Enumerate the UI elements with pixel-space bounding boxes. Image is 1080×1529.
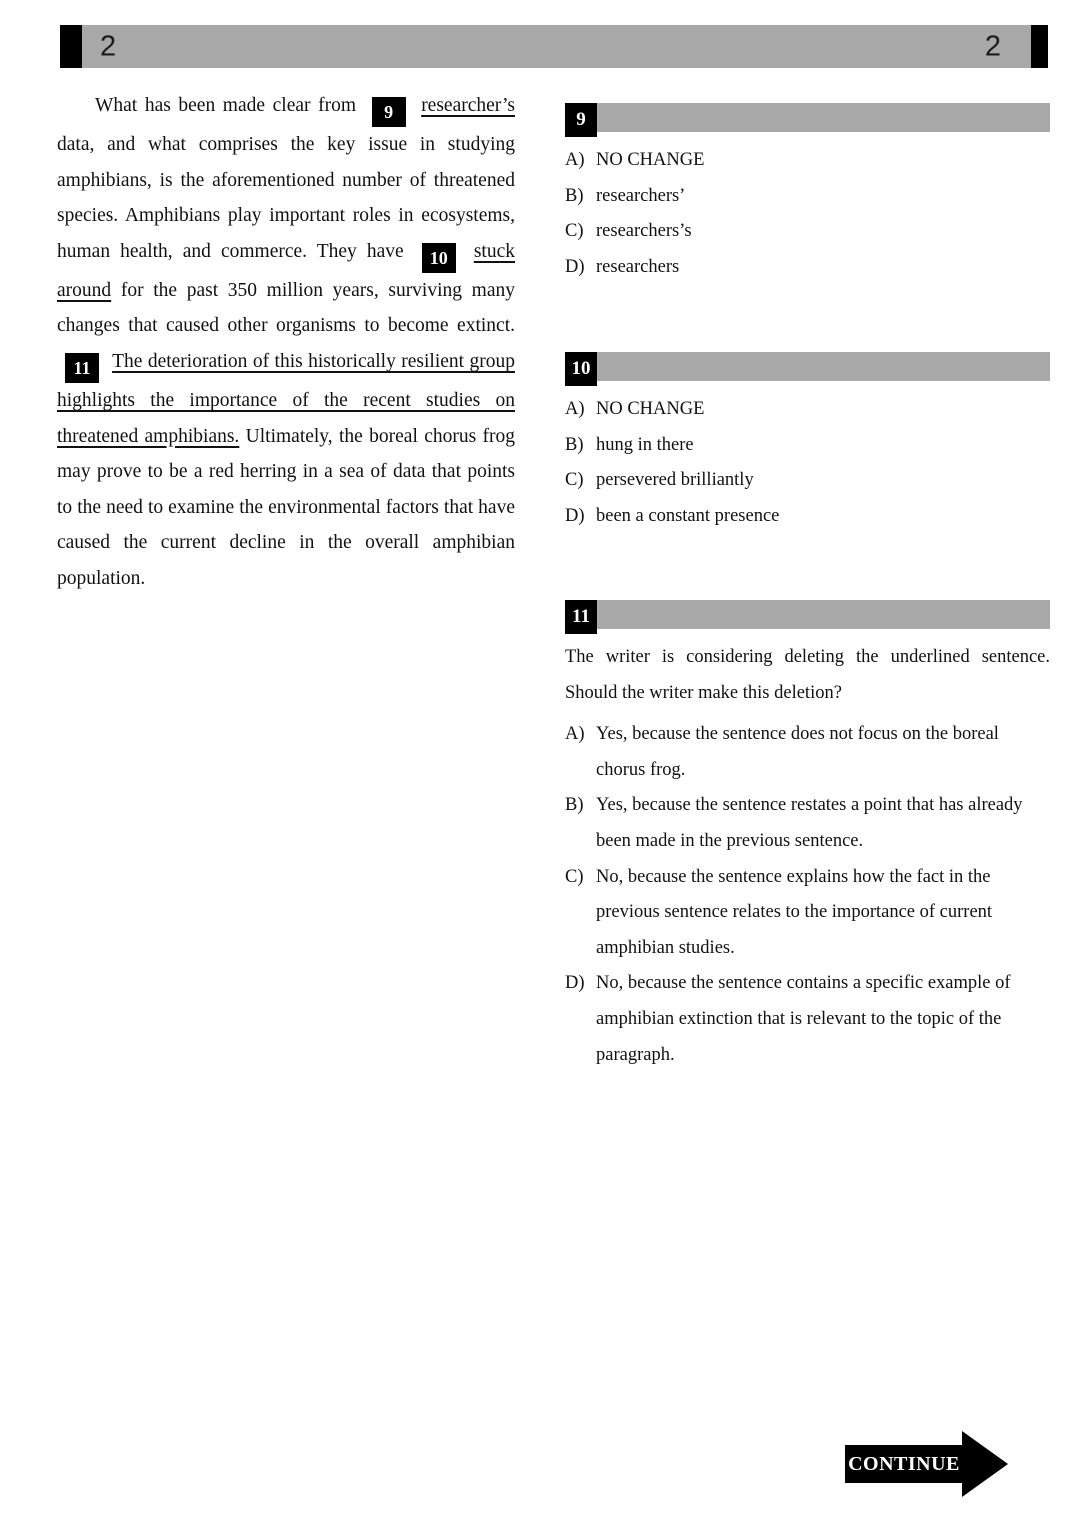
option-letter: B) <box>565 434 584 455</box>
option-letter: C) <box>565 866 584 887</box>
question-11-number-badge: 11 <box>565 600 597 634</box>
option-text: NO CHANGE <box>596 150 705 170</box>
passage-text-run: What has been made clear from <box>95 95 356 116</box>
question-9-option-d <box>565 250 1050 286</box>
option-text: Yes, because the sentence restates a point that has already been made in the previous sentence. <box>596 795 1023 851</box>
passage-underlined-segment: stuck around <box>57 240 516 301</box>
continue-arrow-icon <box>962 1431 1008 1497</box>
option-letter: B) <box>565 185 584 206</box>
option-text: No, because the sentence explains how the fact in the previous sentence relates to the importance of current amphibian studies. <box>596 866 993 958</box>
option-text: NO CHANGE <box>596 399 705 419</box>
question-10-option-a <box>565 392 1050 428</box>
passage-question-marker-10: 10 <box>422 243 456 273</box>
option-letter: D) <box>565 256 585 277</box>
passage-question-marker-11: 11 <box>65 353 99 383</box>
passage-text <box>57 88 515 597</box>
passage-underlined-segment: The deterioration of this historically resilient group highlights the importance of the recent studies on threatened amphibians. <box>57 350 515 447</box>
question-10 <box>565 352 1050 534</box>
question-10-header-bar <box>597 352 1050 381</box>
question-10-header <box>565 352 1050 386</box>
question-11-option-b <box>565 788 1050 859</box>
question-10-option-b <box>565 428 1050 464</box>
passage-text-run: for the past 350 million years, surviving many changes that caused other organisms to become extinct. <box>57 279 516 337</box>
passage-text-run: data, and what comprises the key issue in studying amphibians, is the aforementioned number of threatened species. Amphibians play important roles in ecosystems, human health, and commerce. They have <box>57 134 515 262</box>
option-text: been a constant presence <box>596 505 780 526</box>
passage-text-run: Ultimately, the boreal chorus frog may prove to be a red herring in a sea of data that points to the need to examine the environmental factors that have caused the current decline in the overall amphibian population. <box>57 425 516 589</box>
question-11-option-d <box>565 966 1050 1073</box>
option-letter: C) <box>565 470 584 491</box>
question-11-options <box>565 717 1050 1073</box>
question-11-header-bar <box>597 600 1050 629</box>
option-letter: D) <box>565 505 585 526</box>
question-9-option-a <box>565 143 1050 179</box>
option-letter: B) <box>565 795 584 816</box>
option-text: researchers’s <box>596 221 692 242</box>
question-9 <box>565 103 1050 285</box>
continue-text: CONTINUE <box>848 1452 960 1475</box>
question-11 <box>565 600 1050 1073</box>
section-header-bar <box>60 25 1048 68</box>
question-9-option-c <box>565 214 1050 250</box>
section-number-right: 2 <box>984 30 1001 62</box>
header-left-black-block <box>60 25 82 68</box>
continue-button <box>845 1431 1008 1497</box>
header-right-black-block <box>1031 25 1048 68</box>
section-number-left: 2 <box>100 30 117 62</box>
question-10-option-d <box>565 499 1050 535</box>
passage-question-marker-9: 9 <box>372 97 406 127</box>
question-9-option-b <box>565 179 1050 215</box>
option-text: Yes, because the sentence does not focus on the boreal chorus frog. <box>596 724 999 780</box>
option-letter: C) <box>565 221 584 242</box>
option-text: No, because the sentence contains a specific example of amphibian extinction that is relevant to the topic of the paragraph. <box>596 973 1011 1065</box>
option-letter: A) <box>565 399 585 419</box>
question-11-header <box>565 600 1050 634</box>
passage-underlined-segment: researcher’s <box>421 95 516 116</box>
option-letter: A) <box>565 150 585 170</box>
option-text: researchers <box>596 256 680 277</box>
option-text: hung in there <box>596 434 694 455</box>
question-10-number-badge: 10 <box>565 352 597 386</box>
continue-label <box>845 1445 963 1483</box>
option-text: persevered brilliantly <box>596 470 754 491</box>
question-9-header <box>565 103 1050 137</box>
option-letter: A) <box>565 724 585 745</box>
questions-column <box>565 98 1050 1098</box>
question-9-header-bar <box>597 103 1050 132</box>
question-11-option-c <box>565 860 1050 967</box>
question-9-number-badge: 9 <box>565 103 597 137</box>
question-10-option-c <box>565 463 1050 499</box>
question-9-options <box>565 143 1050 285</box>
question-11-stem: The writer is considering deleting the underlined sentence. Should the writer make this deletion? <box>565 647 1050 703</box>
question-10-options <box>565 392 1050 534</box>
question-11-option-a <box>565 717 1050 788</box>
option-text: researchers’ <box>596 185 686 206</box>
option-letter: D) <box>565 973 585 994</box>
